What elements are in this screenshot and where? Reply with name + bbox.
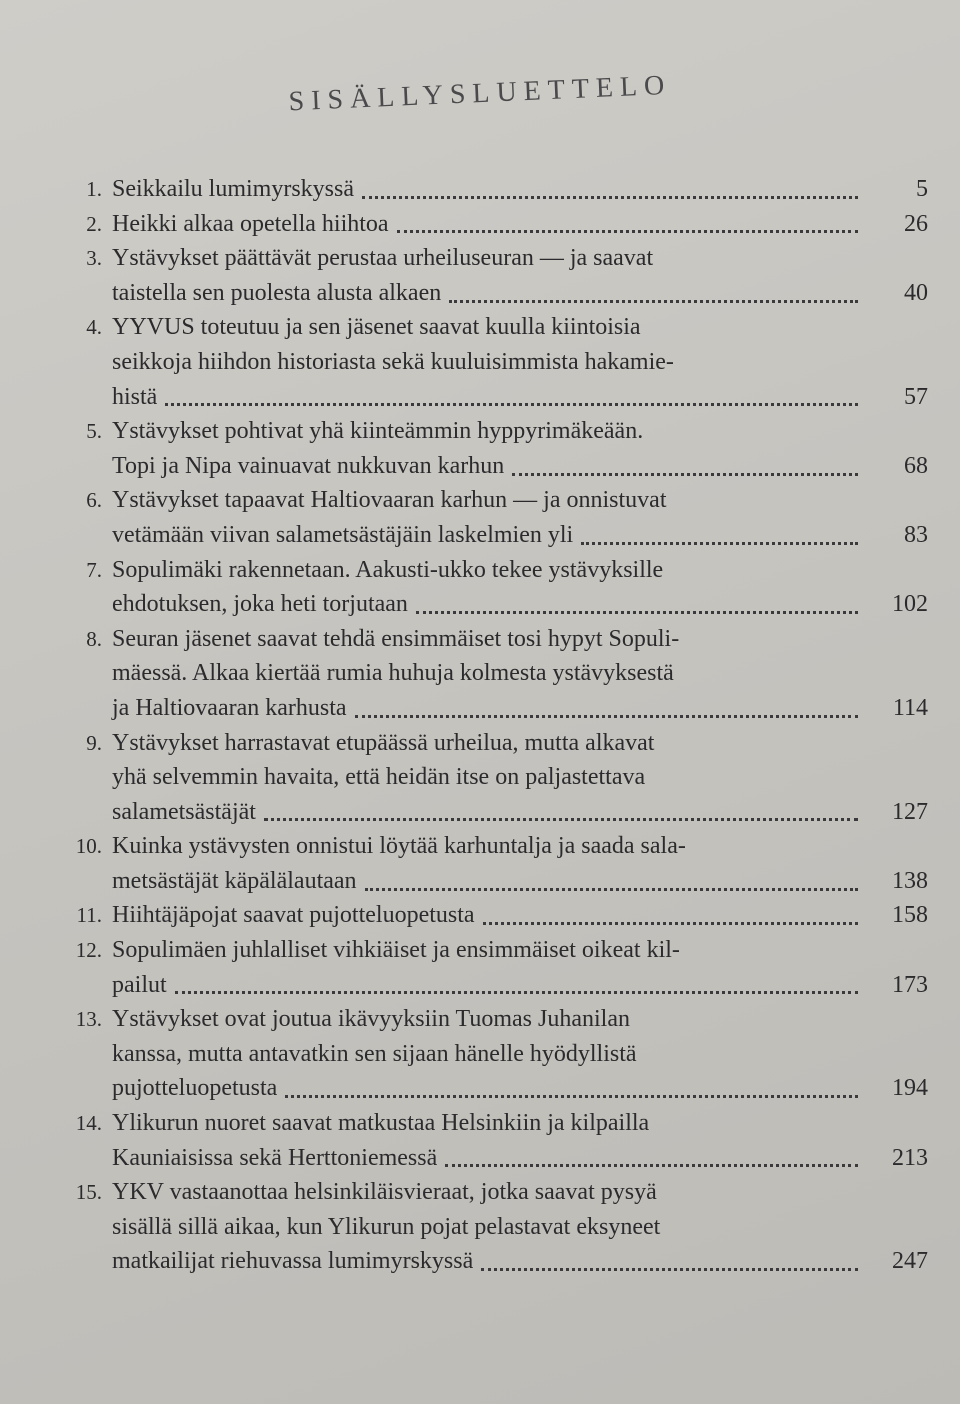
chapter-title-line (112, 829, 928, 864)
chapter-title-line (112, 933, 928, 968)
chapter-title-text: ehdotuksen, joka heti torjutaan (112, 591, 408, 618)
toc-entry (48, 310, 928, 414)
page-number: 26 (904, 210, 928, 237)
chapter-title-text: Heikki alkaa opetella hiihtoa (112, 210, 389, 237)
chapter-title-text: Ystävykset ovat joutua ikävyyksiin Tuomas Juhanilan (112, 1006, 630, 1033)
chapter-number: 4. (86, 315, 102, 340)
toc-entry (48, 726, 928, 830)
dot-leader (264, 818, 858, 821)
dot-leader (362, 196, 858, 199)
toc-entry (48, 241, 928, 310)
page-number: 40 (904, 279, 928, 306)
toc-entry (48, 1002, 928, 1106)
chapter-title-text: histä (112, 383, 158, 410)
chapter-title-line (112, 310, 928, 345)
page-number: 57 (904, 383, 928, 410)
page-number: 127 (892, 798, 928, 825)
chapter-title-text: Seikkailu lumimyrskyssä (112, 176, 354, 202)
chapter-number: 11. (76, 903, 102, 928)
dot-leader (445, 1164, 858, 1167)
dot-leader (483, 922, 858, 925)
chapter-title-text: kanssa, mutta antavatkin sen sijaan hänelle hyödyllistä (112, 1040, 637, 1067)
page-number: 158 (892, 902, 928, 929)
chapter-title-line (112, 587, 928, 622)
chapter-title-line (112, 449, 928, 484)
toc-entry (48, 483, 928, 552)
chapter-title-line (112, 622, 928, 657)
chapter-title-text: metsästäjät käpälälautaan (112, 867, 357, 894)
chapter-title-line (112, 414, 928, 449)
chapter-title-line (112, 518, 928, 553)
chapter-title-line (112, 656, 928, 691)
chapter-title-line (112, 380, 928, 415)
chapter-title-text: seikkoja hiihdon historiasta sekä kuuluisimmista hakamie- (112, 348, 674, 375)
chapter-number: 6. (86, 488, 102, 513)
chapter-title-line (112, 172, 928, 207)
chapter-title-line (112, 968, 928, 1003)
chapter-title-text: Ylikurun nuoret saavat matkustaa Helsinkiin ja kilpailla (112, 1110, 650, 1137)
chapter-title-line (112, 726, 928, 761)
chapter-title-line (112, 1106, 928, 1141)
chapter-title-text: Ystävykset tapaavat Haltiovaaran karhun — ja onnistuvat (112, 487, 667, 514)
page-title: SISÄLLYSLUETTELO (287, 69, 672, 118)
chapter-number: 8. (86, 626, 102, 651)
dot-leader (512, 473, 858, 476)
toc-entry (48, 553, 928, 622)
chapter-title-text: pailut (112, 971, 167, 998)
chapter-title-line (112, 241, 928, 276)
chapter-title-text: Ystävykset päättävät perustaa urheiluseuran — ja saavat (112, 245, 654, 272)
chapter-title-text: YKV vastaanottaa helsinkiläisvieraat, jotka saavat pysyä (112, 1179, 657, 1206)
chapter-number: 2. (86, 211, 102, 236)
page-number: 213 (892, 1144, 928, 1171)
chapter-title-line (112, 553, 928, 588)
toc-entry (48, 622, 928, 726)
chapter-number: 3. (86, 246, 102, 271)
chapter-title-text: Sopulimäki rakennetaan. Aakusti-ukko tekee ystävyksille (112, 556, 664, 583)
chapter-number: 12. (75, 938, 102, 963)
dot-leader (397, 230, 858, 233)
chapter-title-text: taistella sen puolesta alusta alkaen (112, 279, 442, 306)
chapter-title-text: YYVUS toteutuu ja sen jäsenet saavat kuulla kiintoisia (112, 314, 641, 341)
chapter-title-line (112, 345, 928, 380)
toc-entry (48, 172, 928, 207)
dot-leader (449, 300, 858, 303)
chapter-title-text: yhä selvemmin havaita, että heidän itse on paljastettava (112, 764, 646, 791)
chapter-number: 5. (86, 419, 102, 444)
page-number: 102 (892, 591, 928, 618)
chapter-title-line (112, 691, 928, 726)
chapter-title-line (112, 483, 928, 518)
chapter-title-text: vetämään viivan salametsästäjäin laskelmien yli (112, 521, 574, 548)
chapter-number: 9. (86, 730, 102, 755)
chapter-title-text: Kauniaisissa sekä Herttoniemessä (112, 1144, 438, 1171)
page-number: 68 (904, 452, 928, 479)
chapter-title-text: Topi ja Nipa vainuavat nukkuvan karhun (112, 452, 505, 479)
chapter-title-line (112, 760, 928, 795)
page-number: 247 (892, 1248, 928, 1275)
chapter-number: 13. (75, 1007, 102, 1032)
chapter-title-line (112, 795, 928, 830)
chapter-title-text: Ystävykset harrastavat etupäässä urheilua, mutta alkavat (112, 729, 655, 756)
dot-leader (365, 888, 858, 891)
toc-entry (48, 207, 928, 242)
page-number: 83 (904, 521, 928, 548)
chapter-number: 14. (75, 1111, 102, 1136)
dot-leader (165, 403, 858, 406)
dot-leader (481, 1268, 858, 1271)
dot-leader (581, 542, 858, 545)
chapter-title-text: Hiihtäjäpojat saavat pujotteluopetusta (112, 902, 475, 929)
chapter-title-text: matkailijat riehuvassa lumimyrskyssä (112, 1248, 474, 1275)
chapter-title-text: Ystävykset pohtivat yhä kiinteämmin hyppyrimäkeään. (112, 418, 644, 445)
toc-entry (48, 829, 928, 898)
toc-entry (48, 933, 928, 1002)
page-number: 114 (892, 694, 928, 721)
chapter-title-line (112, 1210, 928, 1245)
page-number: 5 (916, 176, 928, 202)
toc-entry (48, 898, 928, 933)
dot-leader (355, 715, 858, 718)
dot-leader (416, 611, 858, 614)
chapter-title-text: mäessä. Alkaa kiertää rumia huhuja kolmesta ystävyksestä (112, 660, 674, 687)
chapter-title-text: Kuinka ystävysten onnistui löytää karhuntalja ja saada sala- (112, 833, 686, 860)
page-number: 194 (892, 1075, 928, 1102)
chapter-title-line (112, 1141, 928, 1176)
chapter-title-line (112, 864, 928, 899)
chapter-title-line (112, 276, 928, 311)
page-number: 138 (892, 867, 928, 894)
chapter-title-text: ja Haltiovaaran karhusta (112, 694, 347, 721)
chapter-title-line (112, 898, 928, 933)
chapter-title-line (112, 207, 928, 242)
toc-entry (48, 414, 928, 483)
chapter-number: 1. (86, 177, 102, 201)
chapter-title-line (112, 1244, 928, 1279)
chapter-title-line (112, 1002, 928, 1037)
toc-entry (48, 1106, 928, 1175)
chapter-number: 7. (86, 557, 102, 582)
page-number: 173 (892, 971, 928, 998)
chapter-number: 15. (75, 1180, 102, 1205)
chapter-title-text: pujotteluopetusta (112, 1075, 278, 1102)
dot-leader (175, 991, 858, 994)
chapter-title-line (112, 1071, 928, 1106)
chapter-title-text: Sopulimäen juhlalliset vihkiäiset ja ensimmäiset oikeat kil- (112, 937, 680, 964)
chapter-number: 10. (75, 834, 102, 859)
table-of-contents (48, 172, 928, 1279)
toc-entry (48, 1175, 928, 1279)
chapter-title-text: salametsästäjät (112, 798, 256, 825)
dot-leader (285, 1095, 858, 1098)
chapter-title-line (112, 1037, 928, 1072)
chapter-title-line (112, 1175, 928, 1210)
chapter-title-text: sisällä sillä aikaa, kun Ylikurun pojat pelastavat eksyneet (112, 1213, 661, 1240)
chapter-title-text: Seuran jäsenet saavat tehdä ensimmäiset tosi hypyt Sopuli- (112, 625, 680, 652)
